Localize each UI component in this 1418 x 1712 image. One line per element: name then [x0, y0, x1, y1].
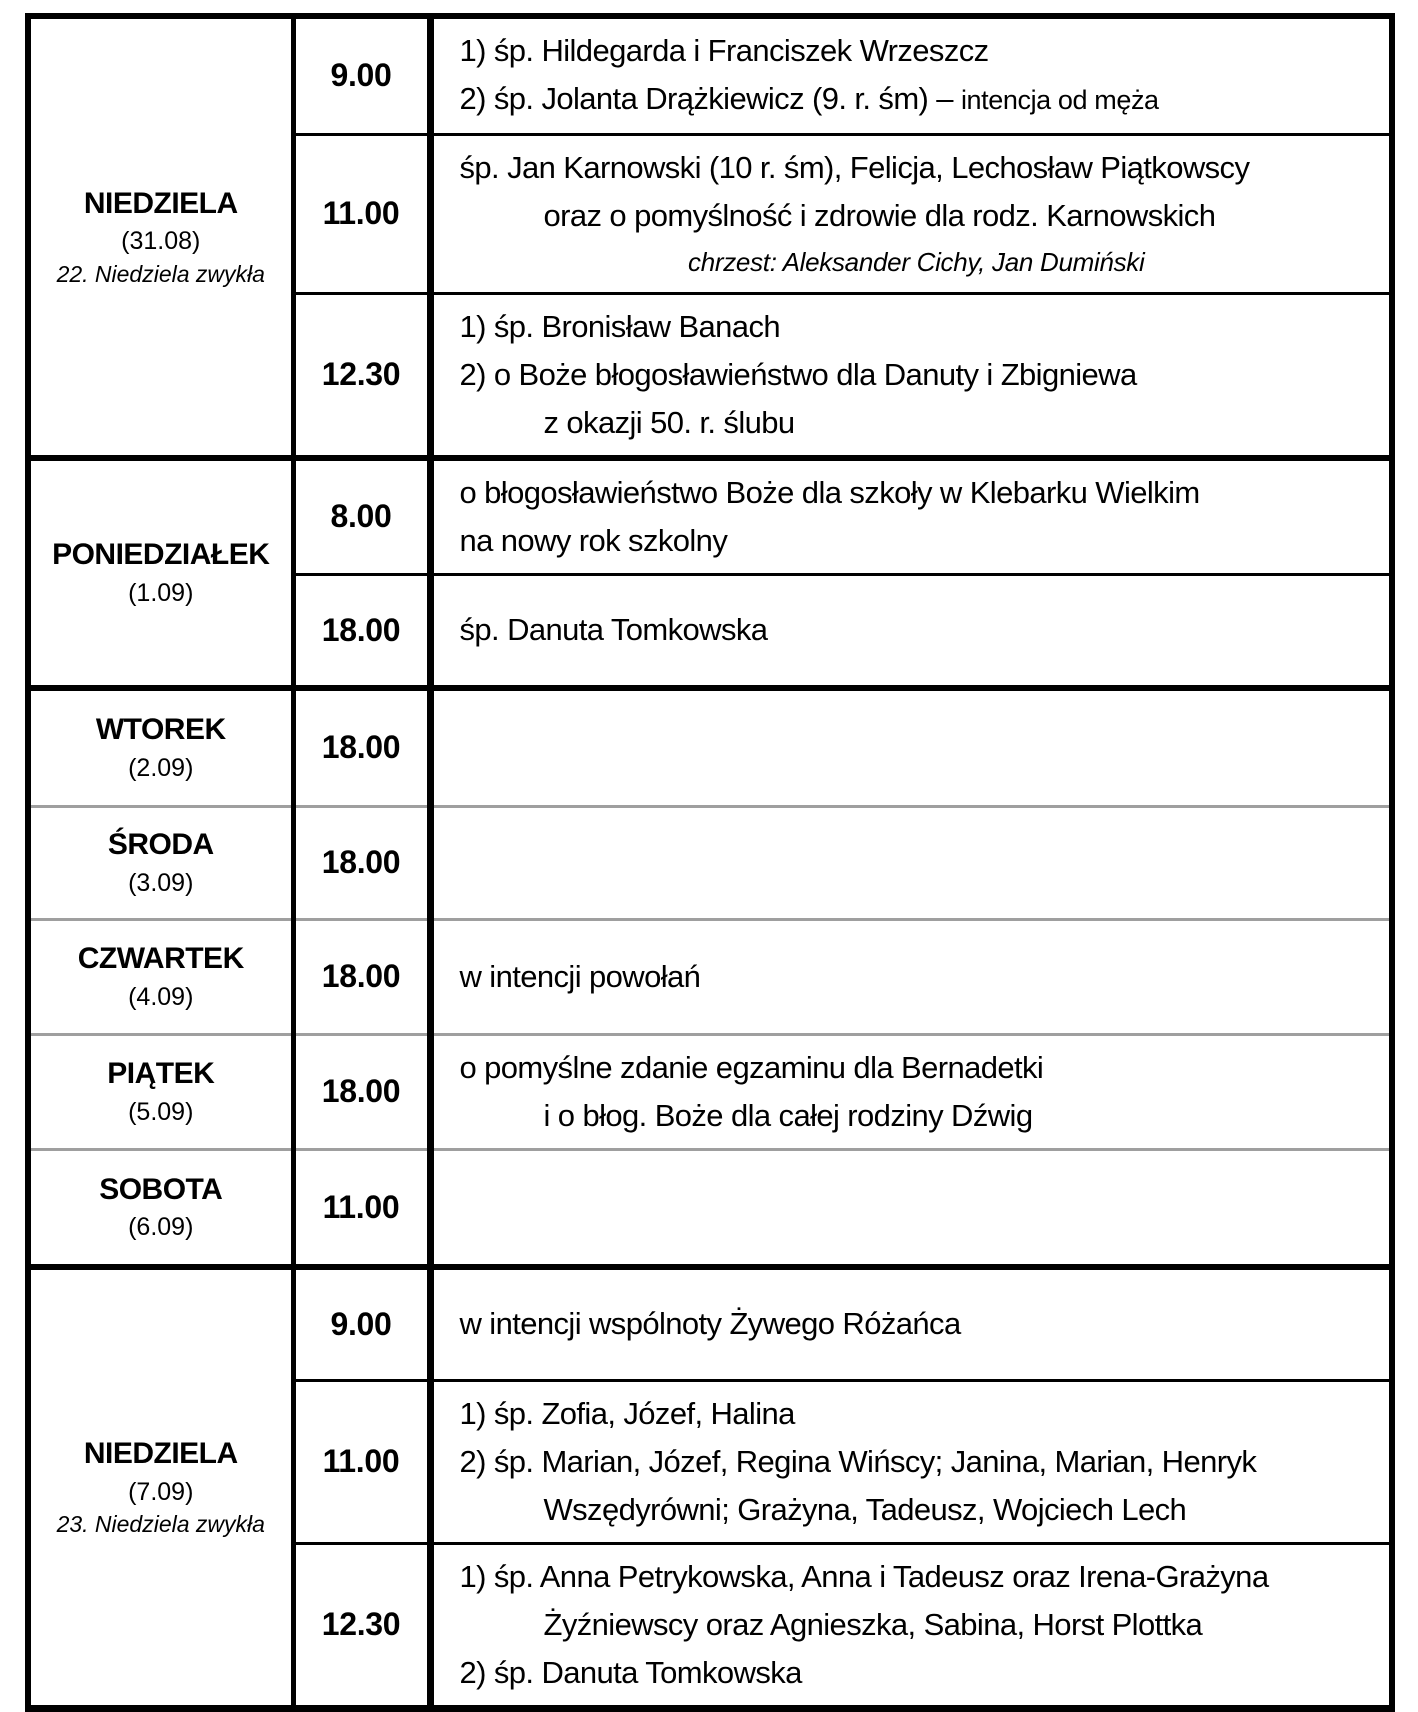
time-cell: 9.00: [293, 16, 430, 134]
intention-line: z okazji 50. r. ślubu: [543, 404, 795, 440]
day-cell: [28, 16, 293, 458]
time-cell: 12.30: [293, 1543, 430, 1708]
day-date: (2.09): [128, 753, 194, 782]
day-name: NIEDZIELA: [83, 1437, 238, 1471]
intention-line: 1) śp. Zofia, Józef, Halina: [459, 1395, 795, 1431]
day-cell: [28, 919, 293, 1034]
intention-cell-empty: [430, 688, 1392, 806]
intention-text: 2) śp. Jolanta Drążkiewicz (9. r. śm) –: [459, 81, 953, 117]
time-cell: 12.30: [293, 293, 430, 458]
table-row: [28, 16, 1392, 134]
table-row: [28, 919, 1392, 1034]
table-row: [28, 458, 1392, 575]
table-row: [28, 1267, 1392, 1380]
intention-line: w intencji powołań: [459, 958, 701, 994]
day-name: WTOREK: [95, 713, 226, 747]
intention-line: śp. Danuta Tomkowska: [459, 612, 768, 648]
intention-line: oraz o pomyślność i zdrowie dla rodz. Karnowskich: [543, 197, 1216, 233]
time-cell: 18.00: [293, 1034, 430, 1149]
intention-cell: [430, 574, 1392, 688]
intention-line: i o błog. Boże dla całej rodziny Dźwig: [543, 1097, 1033, 1133]
intention-cell: [430, 1380, 1392, 1543]
day-cell: [28, 1034, 293, 1149]
day-date: (1.09): [128, 578, 194, 607]
day-note: 23. Niedziela zwykła: [56, 1511, 265, 1538]
intention-line: na nowy rok szkolny: [459, 522, 728, 558]
day-date: (4.09): [128, 982, 194, 1011]
day-name: ŚRODA: [107, 828, 214, 861]
day-cell: [28, 688, 293, 806]
intention-line: śp. Jan Karnowski (10 r. śm), Felicja, Lechosław Piątkowscy: [459, 149, 1250, 185]
day-cell: [28, 458, 293, 689]
intention-cell: [430, 16, 1392, 134]
time-cell: 11.00: [293, 134, 430, 293]
day-date: (7.09): [128, 1477, 194, 1506]
intention-cell: [430, 293, 1392, 458]
day-date: (6.09): [128, 1213, 194, 1242]
table-row: [28, 1149, 1392, 1267]
table-row: [28, 688, 1392, 806]
intention-line: [460, 75, 1374, 124]
intention-line: 2) śp. Marian, Józef, Regina Wińscy; Janina, Marian, Henryk: [459, 1443, 1257, 1479]
day-cell: [28, 1149, 293, 1267]
day-cell: [28, 806, 293, 919]
mass-intentions-table: [25, 13, 1395, 1712]
time-cell: 11.00: [293, 1149, 430, 1267]
day-name: NIEDZIELA: [83, 186, 238, 220]
intention-cell: [430, 458, 1392, 575]
day-cell: [28, 1267, 293, 1708]
intention-suffix-small: intencja od męża: [960, 85, 1159, 116]
intention-line: 1) śp. Bronisław Banach: [459, 308, 780, 344]
intention-cell: [430, 1267, 1392, 1380]
intention-line: o błogosławieństwo Boże dla szkoły w Klebarku Wielkim: [459, 474, 1200, 510]
time-cell: 9.00: [293, 1267, 430, 1380]
intention-cell: [430, 1543, 1392, 1708]
intention-line: w intencji wspólnoty Żywego Różańca: [459, 1306, 961, 1342]
table-row: [28, 1034, 1392, 1149]
intention-cell-empty: [430, 1149, 1392, 1267]
table-row: [28, 806, 1392, 919]
intention-line: 1) śp. Hildegarda i Franciszek Wrzeszcz: [459, 33, 989, 69]
time-cell: 18.00: [293, 806, 430, 919]
day-name: PIĄTEK: [107, 1057, 215, 1090]
intention-cell: [430, 134, 1392, 293]
baptism-note: chrzest: Aleksander Cichy, Jan Dumiński: [688, 246, 1145, 277]
day-name: CZWARTEK: [77, 942, 244, 975]
intention-line: 2) śp. Danuta Tomkowska: [459, 1654, 802, 1690]
time-cell: 18.00: [293, 919, 430, 1034]
time-cell: 8.00: [293, 458, 430, 575]
intention-line: Żyźniewscy oraz Agnieszka, Sabina, Horst Plottka: [543, 1606, 1203, 1642]
day-date: (31.08): [121, 227, 201, 256]
day-name: PONIEDZIAŁEK: [52, 538, 270, 572]
intention-cell: [430, 1034, 1392, 1149]
intention-cell-empty: [430, 806, 1392, 919]
intention-line: Wszędyrówni; Grażyna, Tadeusz, Wojciech Lech: [543, 1491, 1187, 1527]
time-cell: 18.00: [293, 574, 430, 688]
day-name: SOBOTA: [99, 1172, 223, 1206]
intention-cell: [430, 919, 1392, 1034]
day-date: (3.09): [128, 868, 194, 897]
time-cell: 18.00: [293, 688, 430, 806]
day-date: (5.09): [128, 1097, 194, 1126]
intention-line: 2) o Boże błogosławieństwo dla Danuty i Zbigniewa: [459, 356, 1137, 392]
time-cell: 11.00: [293, 1380, 430, 1543]
day-note: 22. Niedziela zwykła: [56, 260, 265, 287]
intention-line: 1) śp. Anna Petrykowska, Anna i Tadeusz oraz Irena-Grażyna: [459, 1558, 1269, 1594]
intention-line: o pomyślne zdanie egzaminu dla Bernadetki: [459, 1049, 1044, 1085]
